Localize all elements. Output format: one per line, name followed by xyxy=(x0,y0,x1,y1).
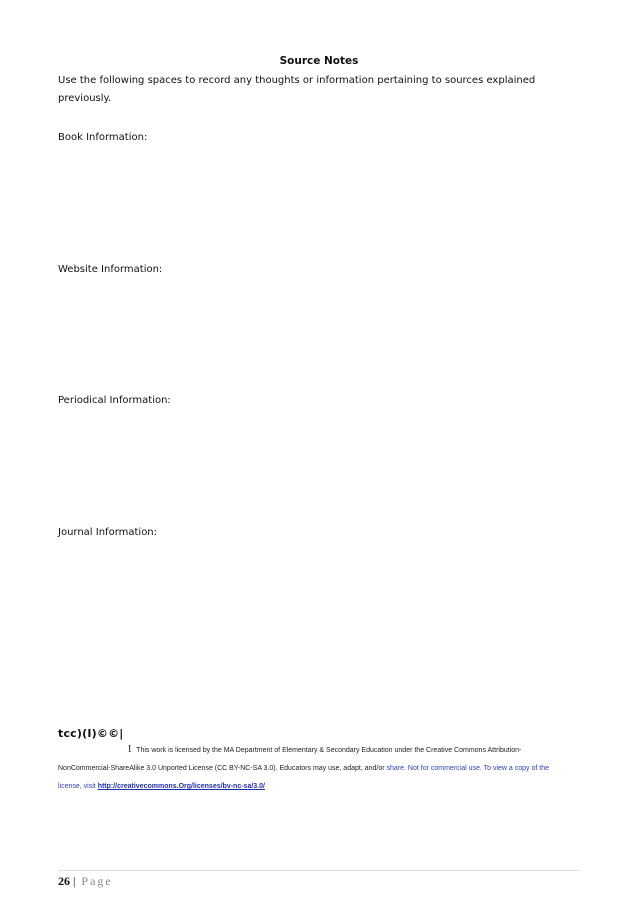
section-label-journal: Journal Information: xyxy=(58,527,158,538)
intro-text: Use the following spaces to record any thoughts or information pertaining to sources explained previously. xyxy=(58,75,536,104)
page-footer xyxy=(58,874,113,889)
section-label-periodical: Periodical Information: xyxy=(58,395,171,406)
license-text xyxy=(58,741,558,796)
license-text-main: This work is licensed by the MA Department of Elementary & Secondary Education under the Creative Commons Attribution-NonCommercial-ShareAlike 3.0 Unported License (CC BY-NC-SA 3.0). Educators may use, adapt, and/or xyxy=(58,747,522,772)
page-title: Source Notes xyxy=(279,55,359,67)
section-label-book: Book Information: xyxy=(58,132,148,143)
page-word: Page xyxy=(81,874,113,888)
footer-divider xyxy=(58,870,580,871)
footer-divider-bar: | xyxy=(73,874,76,888)
license-link[interactable]: http://creativecommons.Org/licenses/bv-nc-sa/3.0/ xyxy=(97,783,265,790)
license-separator: I xyxy=(128,744,132,755)
license-text-blue: share. Not for commercial use. To view a copy of the license, visit xyxy=(58,765,550,790)
cc-license-badge: tcc)(I)©©| xyxy=(58,727,124,740)
page-number: 26 xyxy=(58,874,70,888)
section-label-website: Website Information: xyxy=(58,264,163,275)
